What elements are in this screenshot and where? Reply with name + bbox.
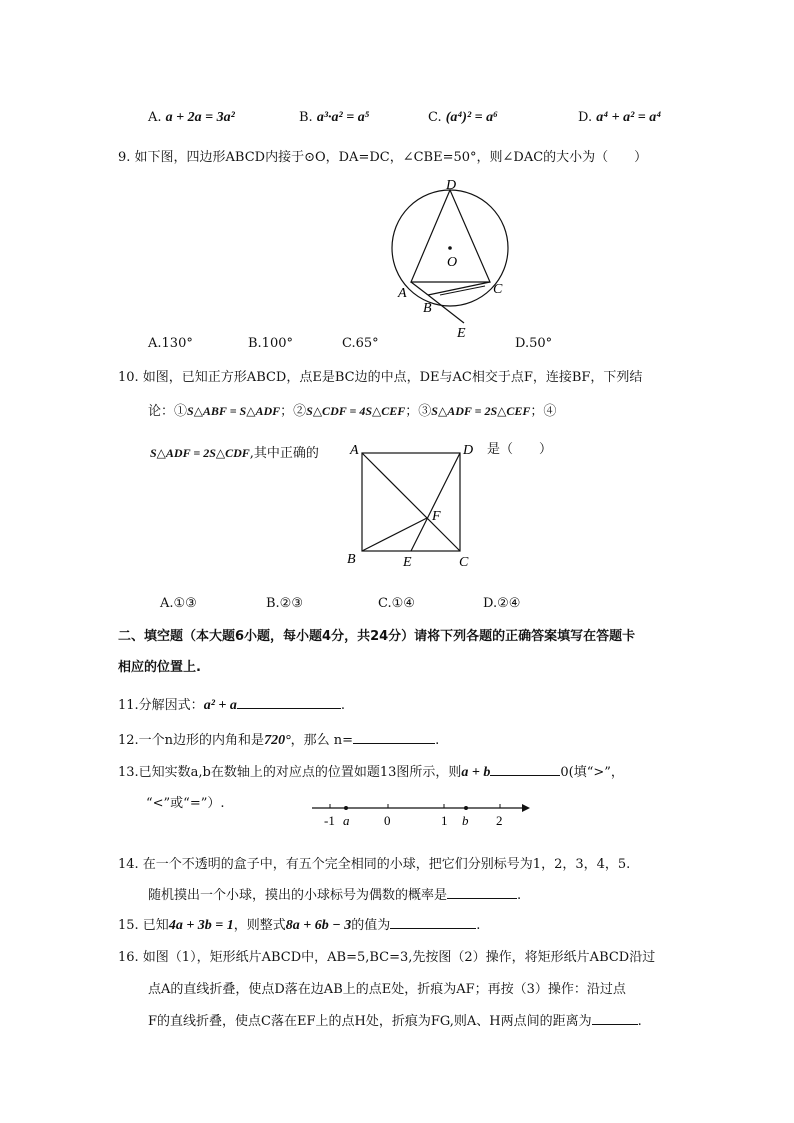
q10-conclusions: 论：①S△ABF = S△ADF；②S△CDF = 4S△CEF；③S△ADF = 2S△CEF；④ <box>148 404 557 419</box>
label-e: E <box>457 326 466 340</box>
q9-option-d: D.50° <box>515 336 553 351</box>
q14-answer-blank <box>447 886 517 899</box>
q10-option-a: A.①③ <box>160 596 197 611</box>
q10-conclusion-4-line: S△ADF = 2S△CDF,其中正确的 <box>150 446 319 461</box>
label-c: C <box>493 282 503 297</box>
point-b <box>464 806 468 810</box>
q16-line2: 点A的直线折叠，使点D落在边AB上的点E处，折痕为AF；再按（3）操作：沿过点 <box>148 982 626 997</box>
q13-line2: “<”或“=”）. <box>146 796 225 811</box>
q10-stem-line1: 10. 如图，已知正方形ABCD，点E是BC边的中点，DE与AC相交于点F，连接BF，下列结 <box>118 370 643 385</box>
q15-answer-blank <box>390 916 476 929</box>
segment-be <box>428 295 464 323</box>
label-c: C <box>459 555 469 570</box>
q15: 15. 已知4a + 3b = 1，则整式8a + 6b − 3的值为 . <box>118 918 481 933</box>
conclusion-2: S△CDF = 4S△CEF <box>306 404 406 418</box>
segment-de <box>411 453 460 551</box>
q16-line3: F的直线折叠，使点C落在EF上的点H处，折痕为FG,则A、H两点间的距离为 . <box>148 1014 642 1029</box>
conclusion-4: S△ADF = 2S△CDF <box>150 446 250 460</box>
tick-1: 1 <box>441 813 448 828</box>
label-o: O <box>447 255 458 270</box>
q9-option-a: A.130° <box>148 336 193 351</box>
q14-line1: 14. 在一个不透明的盒子中，有五个完全相同的小球，把它们分别标号为1，2，3，4，5. <box>118 857 631 872</box>
label-d: D <box>446 178 457 193</box>
q13: 13.已知实数a,b在数轴上的对应点的位置如题13图所示，则a + b 0(填“>”， <box>118 765 624 780</box>
tick-neg1: -1 <box>324 813 335 828</box>
label-b: B <box>423 301 432 316</box>
diagonal-ac <box>362 453 460 551</box>
label-f: F <box>432 509 441 524</box>
section2-heading-line2: 相应的位置上. <box>118 660 201 675</box>
q12: 12.一个n边形的内角和是720°，那么 n= . <box>118 733 440 748</box>
tick-b: b <box>462 813 469 828</box>
conclusion-3: S△ADF = 2S△CEF <box>431 404 531 418</box>
label-a: A <box>398 286 407 301</box>
q11-answer-blank <box>237 696 341 709</box>
point-a <box>344 806 348 810</box>
q9-option-c: C.65° <box>342 336 379 351</box>
q8-option-b: B. a³·a² = a⁵ <box>299 110 370 125</box>
q14-line2: 随机摸出一个小球，摸出的小球标号为偶数的概率是 . <box>148 888 522 903</box>
conclusion-1: S△ABF = S△ADF <box>187 404 281 418</box>
q8-option-c: C. (a⁴)² = a⁶ <box>428 110 498 125</box>
q10-square-figure <box>340 438 480 573</box>
segment-bc <box>428 282 490 295</box>
center-point <box>448 246 452 250</box>
q11: 11.分解因式：a² + a . <box>118 698 346 713</box>
label-e: E <box>403 555 412 570</box>
tick-0: 0 <box>384 813 391 828</box>
tick-2: 2 <box>496 813 503 828</box>
q13-number-line <box>310 798 535 828</box>
q8-option-a: A. a + 2a = 3a² <box>148 110 235 125</box>
q10-tail: 是（ ） <box>487 442 553 457</box>
label-a: A <box>350 443 359 458</box>
q9-option-b: B.100° <box>248 336 293 351</box>
q10-option-b: B.②③ <box>266 596 303 611</box>
tick-a: a <box>343 813 350 828</box>
segment-bf <box>362 518 427 551</box>
arrow-icon <box>522 804 530 812</box>
q9-stem: 9. 如下图，四边形ABCD内接于⊙O，DA=DC，∠CBE=50°，则∠DAC的大小为（ ） <box>118 150 648 165</box>
label-b: B <box>347 552 356 567</box>
q8-option-d: D. a⁴ + a² = a⁴ <box>578 110 662 125</box>
q16-line1: 16. 如图（1），矩形纸片ABCD中，AB=5,BC=3,先按图（2）操作，将矩形纸片ABCD沿过 <box>118 950 656 965</box>
q16-answer-blank <box>592 1012 638 1025</box>
q9-circle-figure <box>390 175 520 340</box>
section2-heading-line1: 二、填空题（本大题6小题，每小题4分，共24分）请将下列各题的正确答案填写在答题卡 <box>118 629 636 644</box>
label-d: D <box>463 443 474 458</box>
q10-option-d: D.②④ <box>483 596 521 611</box>
q12-answer-blank <box>353 731 435 744</box>
q10-option-c: C.①④ <box>378 596 415 611</box>
q13-answer-blank <box>490 763 560 776</box>
